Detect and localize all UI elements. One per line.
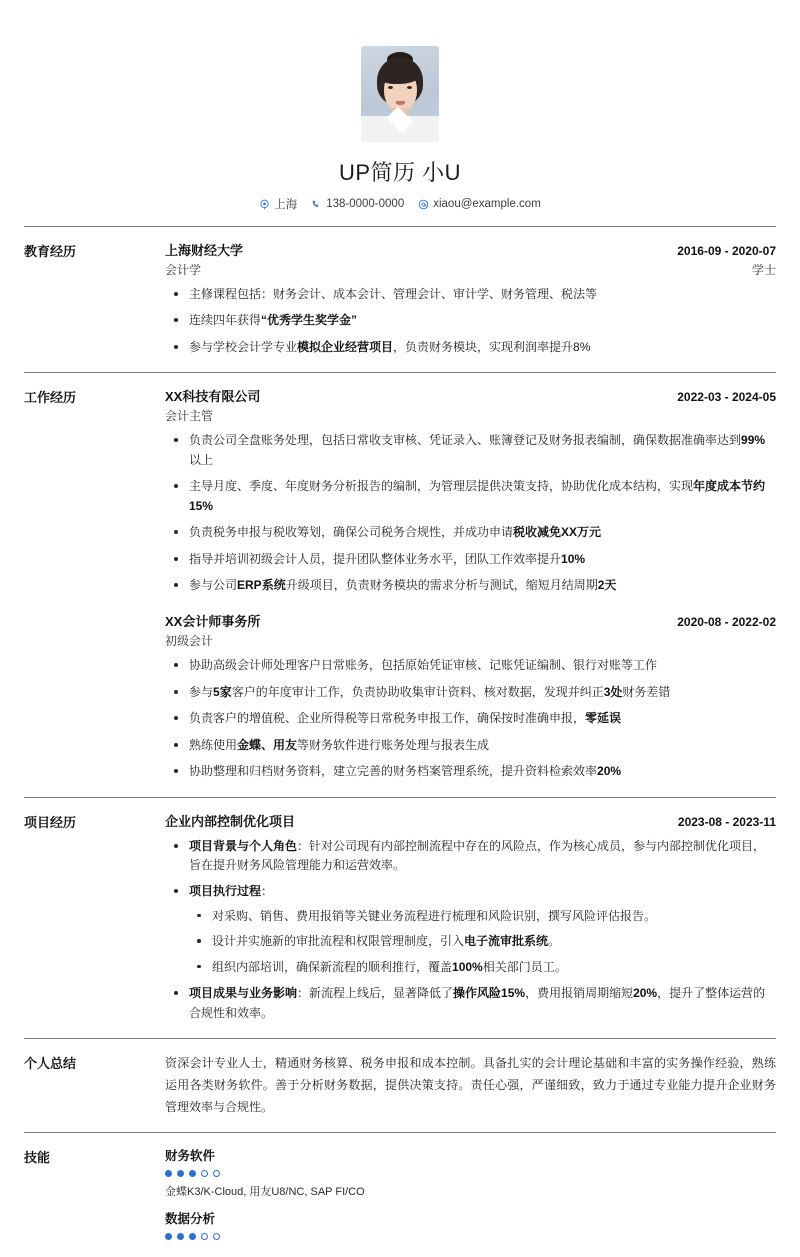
bullet-list	[165, 285, 776, 357]
bullet-item	[165, 882, 776, 977]
resume-section	[24, 1038, 776, 1132]
bullet-list	[165, 656, 776, 781]
contact-phone	[311, 198, 404, 210]
bullet-item	[165, 762, 776, 781]
bullet-text: ：新流程上线后，显著降低了	[297, 986, 454, 1001]
bullet-highlight: 电子流审批系统	[464, 934, 549, 949]
rating-dot-filled	[177, 1170, 184, 1177]
bullet-text: 协助整理和归档财务资料，建立完善的财务档案管理系统，提升资料检索效率	[189, 764, 598, 779]
bullet-highlight: 20%	[633, 986, 658, 1001]
section-body	[165, 811, 776, 1026]
bullet-text: 以上	[189, 452, 214, 467]
bullet-text: 参与公司	[189, 577, 238, 592]
bullet-item	[165, 576, 776, 595]
rating-dot-empty	[213, 1233, 220, 1240]
entry-subheader	[165, 261, 776, 278]
resume-section	[24, 1132, 776, 1257]
bullet-list	[165, 837, 776, 1024]
bullet-highlight: 年度成本节约15%	[189, 479, 766, 513]
contact-location	[259, 196, 297, 212]
experience-entry	[165, 611, 776, 781]
bullet-text: 设计并实施新的审批流程和权限管理制度，引入	[212, 934, 465, 949]
bullet-text: ，负责财务模块，实现利润率提升8%	[393, 339, 591, 354]
bullet-highlight: 零延误	[585, 711, 622, 726]
phone-icon	[311, 199, 322, 210]
bullet-item	[165, 683, 776, 702]
bullet-highlight: 金蝶、用友	[237, 737, 298, 752]
bullet-item	[165, 285, 776, 304]
bullet-item	[165, 311, 776, 330]
bullet-item	[165, 736, 776, 755]
bullet-text: 对采购、销售、费用报销等关键业务流程进行梳理和风险识别，撰写风险评估报告。	[212, 908, 657, 923]
bullet-highlight: 100%	[452, 959, 483, 974]
rating-dot-filled	[189, 1170, 196, 1177]
bullet-item	[165, 431, 776, 470]
entry-degree: 学士	[751, 263, 776, 277]
entry-period: 2022-03 - 2024-05	[677, 390, 776, 405]
bullet-item	[165, 656, 776, 675]
section-body	[165, 386, 776, 783]
bullet-text: ，提升了整体运营的合规性和效率。	[189, 986, 766, 1020]
bullet-highlight: 2天	[597, 577, 617, 592]
bullet-text: 相关部门员工。	[482, 959, 567, 974]
bullet-text: ，费用报销周期缩短	[525, 986, 634, 1001]
resume-section	[24, 226, 776, 372]
entry-header	[165, 240, 776, 259]
contact-list	[24, 196, 776, 212]
bullet-text: ：针对公司现有内部控制流程中存在的风险点，作为核心成员，参与内部控制优化项目，旨在提升财务风险管理能力和运营效率。	[189, 838, 766, 872]
entry-header	[165, 811, 776, 830]
bullet-item	[165, 709, 776, 728]
skill-rating	[165, 1233, 776, 1240]
bullet-highlight: 操作风险15%	[453, 986, 526, 1001]
experience-entry	[165, 386, 776, 595]
bullet-text: 财务差错	[622, 684, 671, 699]
section-body	[165, 1052, 776, 1119]
contact-location-text: 上海	[274, 199, 298, 211]
bullet-highlight: 99%	[741, 433, 766, 448]
entry-subheader	[165, 407, 776, 424]
bullet-item	[165, 338, 776, 357]
bullet-text: 参与学校会计学专业	[189, 339, 298, 354]
resume-section	[24, 372, 776, 796]
bullet-highlight: 20%	[597, 764, 622, 779]
bullet-text: 组织内部培训，确保新流程的顺利推行，覆盖	[212, 959, 453, 974]
entry-organization: 企业内部控制优化项目	[165, 813, 296, 829]
email-at-icon	[418, 199, 429, 210]
entry-period: 2016-09 - 2020-07	[677, 244, 776, 258]
bullet-text: 参与	[189, 684, 214, 699]
rating-dot-empty	[213, 1170, 220, 1177]
bullet-item	[165, 984, 776, 1023]
entry-organization: 上海财经大学	[165, 243, 244, 258]
contact-email	[418, 198, 541, 210]
skill-description: 金蝶K3/K-Cloud, 用友U8/NC, SAP FI/CO	[165, 1185, 365, 1198]
bullet-text: 主修课程包括：财务会计、成本会计、管理会计、审计学、财务管理、税法等	[189, 287, 598, 301]
resume-header	[24, 0, 776, 226]
sub-bullet-list	[189, 907, 776, 977]
bullet-highlight: 项目成果与业务影响	[189, 986, 298, 1001]
rating-dot-filled	[177, 1233, 184, 1240]
avatar-eye-left	[388, 86, 393, 89]
entry-role: 会计学	[165, 263, 202, 277]
rating-dot-filled	[189, 1233, 196, 1240]
bullet-item	[165, 523, 776, 542]
skill-item	[165, 1209, 776, 1240]
bullet-highlight: 10%	[561, 551, 586, 566]
entry-subheader	[165, 632, 776, 649]
section-body	[165, 1146, 776, 1244]
section-label: 技能	[24, 1149, 51, 1165]
bullet-item	[165, 550, 776, 569]
skill-rating	[165, 1170, 776, 1177]
section-label: 个人总结	[24, 1056, 77, 1072]
bullet-highlight: 税收减免XX万元	[513, 525, 602, 540]
bullet-item	[165, 477, 776, 516]
bullet-highlight: 项目背景与个人角色	[189, 838, 298, 853]
entry-header	[165, 386, 776, 405]
bullet-item	[189, 907, 776, 926]
entry-header	[165, 611, 776, 630]
resume-section	[24, 797, 776, 1039]
bullet-highlight: “优秀学生奖学金”	[261, 313, 358, 328]
skill-item	[165, 1146, 776, 1199]
skill-name: 财务软件	[165, 1148, 216, 1163]
experience-entry	[165, 240, 776, 357]
bullet-text: 熟练使用	[189, 737, 238, 752]
rating-dot-empty	[201, 1233, 208, 1240]
bullet-highlight: ERP系统	[237, 577, 286, 592]
section-body	[165, 240, 776, 359]
entry-period: 2023-08 - 2023-11	[677, 814, 776, 829]
entry-period: 2020-08 - 2022-02	[677, 615, 776, 630]
rating-dot-empty	[201, 1170, 208, 1177]
experience-entry	[165, 811, 776, 1024]
bullet-text: 主导月度、季度、年度财务分析报告的编制，为管理层提供决策支持，协助优化成本结构，实现	[189, 479, 694, 494]
bullet-text: 客户的年度审计工作，负责协助收集审计资料、核对数据，发现并纠正	[231, 684, 604, 699]
avatar	[361, 46, 439, 142]
location-pin-icon	[259, 199, 270, 210]
contact-phone-text: 138-0000-0000	[326, 198, 405, 210]
page-title: UP简历 小U	[338, 160, 462, 185]
bullet-item	[189, 932, 776, 951]
bullet-highlight: 模拟企业经营项目	[297, 339, 394, 354]
section-label: 工作经历	[24, 390, 77, 406]
bullet-highlight: 3处	[603, 684, 623, 699]
bullet-list	[165, 431, 776, 595]
bullet-text: 等财务软件进行账务处理与报表生成	[297, 737, 490, 752]
bullet-text: 升级项目，负责财务模块的需求分析与测试，缩短月结周期	[285, 577, 598, 592]
rating-dot-filled	[165, 1233, 172, 1240]
entry-organization: XX科技有限公司	[165, 389, 261, 405]
bullet-item	[189, 958, 776, 977]
bullet-text: ：	[261, 884, 274, 899]
bullet-item	[165, 837, 776, 876]
bullet-text: 连续四年获得	[189, 313, 262, 328]
bullet-text: 。	[548, 934, 561, 949]
bullet-text: 负责客户的增值税、企业所得税等日常税务申报工作，确保按时准确申报，	[189, 711, 586, 726]
section-label: 项目经历	[24, 814, 77, 830]
skill-name: 数据分析	[165, 1211, 216, 1226]
bullet-highlight: 5家	[213, 684, 232, 699]
rating-dot-filled	[165, 1170, 172, 1177]
entry-organization: XX会计师事务所	[165, 614, 261, 630]
avatar-mouth	[396, 101, 405, 105]
bullet-text: 负责公司全盘账务处理，包括日常收支审核、凭证录入、账簿登记及财务报表编制，确保数据准确率达到	[189, 433, 742, 448]
entry-role: 初级会计	[165, 634, 214, 649]
contact-email-text: xiaou@example.com	[433, 198, 541, 210]
bullet-text: 协助高级会计师处理客户日常账务，包括原始凭证审核、记账凭证编制、银行对账等工作	[189, 658, 658, 673]
resume-sections	[24, 226, 776, 1257]
section-label: 教育经历	[24, 244, 77, 259]
entry-role: 会计主管	[165, 409, 214, 424]
avatar-eye-right	[407, 86, 412, 89]
bullet-highlight: 项目执行过程	[189, 884, 262, 899]
bullet-text: 负责税务申报与税收筹划，确保公司税务合规性，并成功申请	[189, 525, 514, 540]
bullet-text: 指导并培训初级会计人员，提升团队整体业务水平，团队工作效率提升	[189, 551, 562, 566]
summary-text: 资深会计专业人士，精通财务核算、税务申报和成本控制。具备扎实的会计理论基础和丰富的实务操作经验，熟练运用各类财务软件。善于分析财务数据，提供决策支持。责任心强，严谨细致，致力于通过专业能力提升企业财务管理效率与合规性。	[165, 1056, 776, 1115]
